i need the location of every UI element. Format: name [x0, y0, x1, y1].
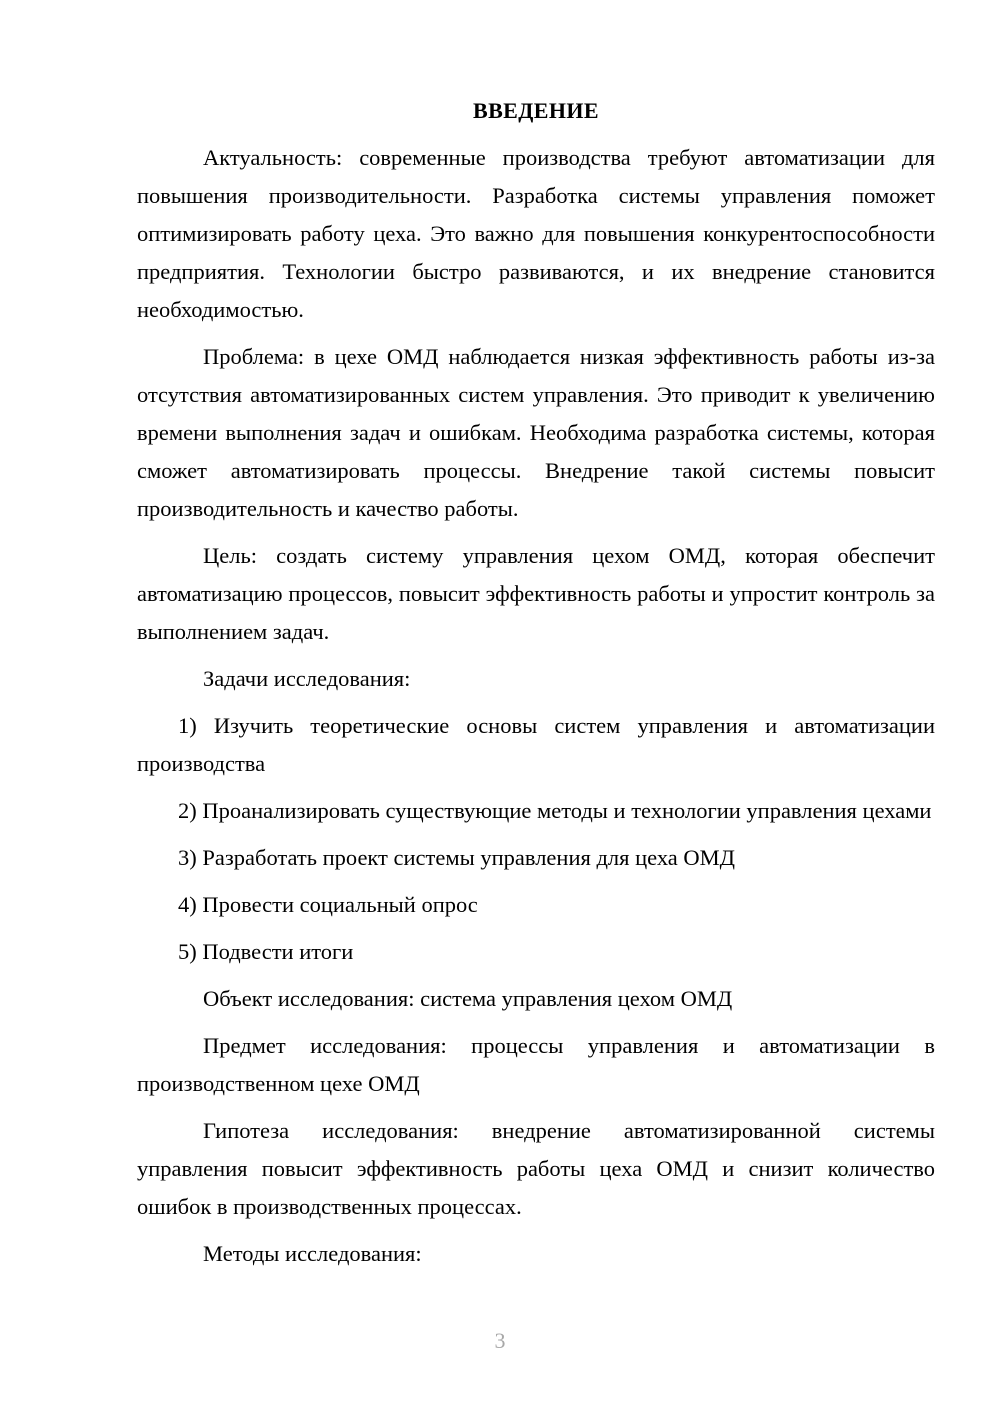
paragraph-hypothesis: Гипотеза исследования: внедрение автоматизированной системы управления повысит эффективность работы цеха ОМД и снизит количество ошибок в производственных процессах. — [137, 1118, 935, 1219]
paragraph-object: Объект исследования: система управления цехом ОМД — [203, 986, 733, 1011]
paragraph-relevance: Актуальность: современные производства требуют автоматизации для повышения производительности. Разработка системы управления поможет оптимизировать работу цеха. Это важно для повышения конкурентоспособности предприятия. Технологии быстро развиваются, и их внедрение становится необходимостью. — [137, 145, 935, 322]
methods-heading: Методы исследования: — [203, 1241, 422, 1266]
list-item: 4) Провести социальный опрос — [178, 892, 478, 917]
paragraph-subject: Предмет исследования: процессы управления и автоматизации в производственном цехе ОМД — [137, 1033, 935, 1096]
page-title: ВВЕДЕНИЕ — [473, 98, 599, 123]
page-number: 3 — [494, 1328, 506, 1353]
document-body — [137, 92, 935, 1282]
paragraph-problem: Проблема: в цехе ОМД наблюдается низкая эффективность работы из-за отсутствия автоматизированных систем управления. Это приводит к увеличению времени выполнения задач и ошибкам. Необходима разработка системы, которая сможет автоматизировать процессы. Внедрение такой системы повысит производительность и качество работы. — [137, 344, 935, 521]
list-item: 3) Разработать проект системы управления для цеха ОМД — [178, 845, 736, 870]
list-item: 1) Изучить теоретические основы систем управления и автоматизации производства — [137, 713, 935, 776]
tasks-heading: Задачи исследования: — [203, 666, 411, 691]
paragraph-goal: Цель: создать систему управления цехом ОМД, которая обеспечит автоматизацию процессов, повысит эффективность работы и упростит контроль за выполнением задач. — [137, 543, 935, 644]
list-item: 2) Проанализировать существующие методы и технологии управления цехами — [178, 798, 932, 823]
list-item: 5) Подвести итоги — [178, 939, 354, 964]
